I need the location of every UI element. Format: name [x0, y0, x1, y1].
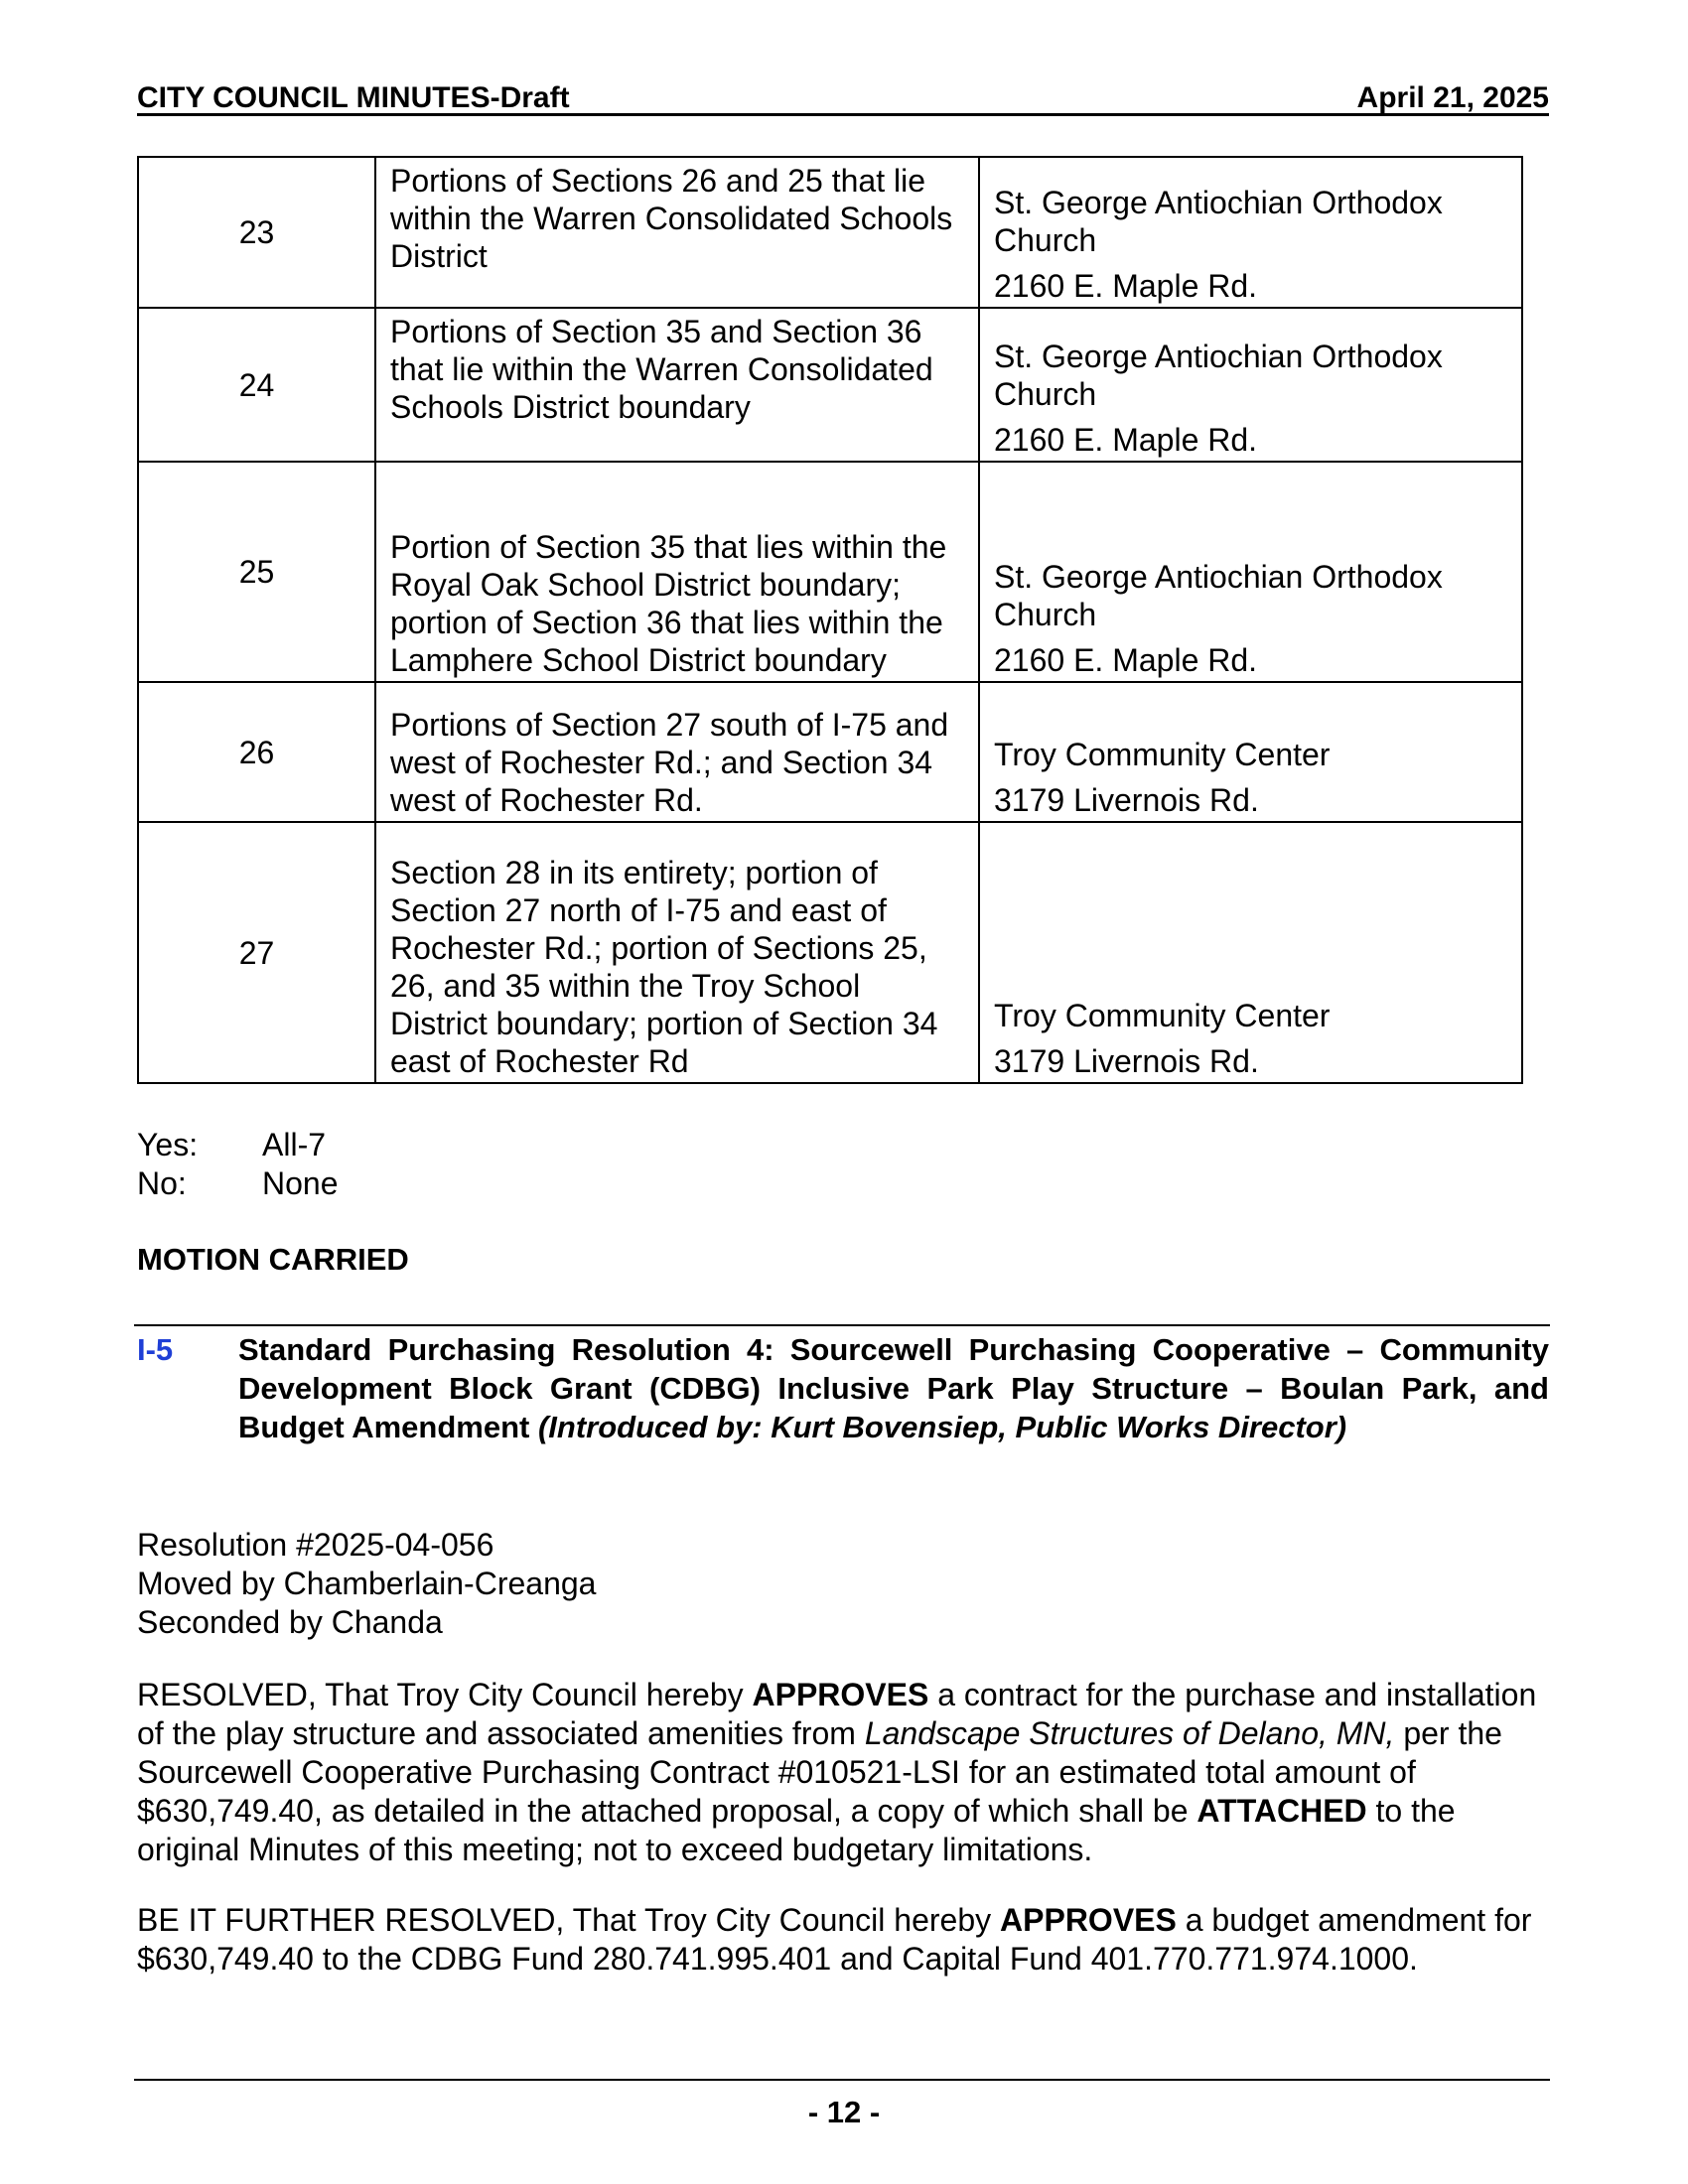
- approves-emphasis: APPROVES: [1000, 1902, 1177, 1938]
- precinct-description: Portion of Section 35 that lies within the Royal Oak School District boundary; portion of Section 36 that lies within the Lamphere School District boundary: [375, 462, 979, 682]
- resolved-text: per the Sourcewell Cooperative Purchasing Contract #010521-LSI for an estimated total amount of $630,749.40, as detailed in the attached proposal, a copy of which shall be: [137, 1715, 1502, 1829]
- precinct-number: 24: [138, 308, 375, 462]
- table-row: [138, 308, 1522, 462]
- precinct-number: 26: [138, 682, 375, 822]
- vendor-name: Landscape Structures of Delano, MN,: [864, 1715, 1395, 1751]
- resolved-text: to the original Minutes of this meeting; not to exceed budgetary limitations.: [137, 1793, 1456, 1867]
- location-name: St. George Antiochian Orthodox Church: [994, 559, 1443, 632]
- resolved-text: a budget amendment for $630,749.40 to the CDBG Fund 280.741.995.401 and Capital Fund 401.770.771.974.1000.: [137, 1902, 1532, 1977]
- polling-location: [979, 682, 1522, 822]
- precinct-number: 23: [138, 157, 375, 308]
- vote-yes-row: [137, 1126, 339, 1164]
- vote-yes-value: All-7: [262, 1127, 327, 1162]
- polling-location: [979, 822, 1522, 1083]
- agenda-item-introduced-by: (Introduced by: Kurt Bovensiep, Public Works Director): [537, 1410, 1347, 1444]
- precinct-number: 27: [138, 822, 375, 1083]
- polling-location: [979, 308, 1522, 462]
- precinct-description: Portions of Section 27 south of I-75 and west of Rochester Rd.; and Section 34 west of Rochester Rd.: [375, 682, 979, 822]
- resolution-info: [137, 1526, 596, 1642]
- precinct-description: Section 28 in its entirety; portion of Section 27 north of I-75 and east of Rochester Rd.; portion of Sections 25, 26, and 35 within the Troy School District boundary; portion of Section 34 east of Rochester Rd: [375, 822, 979, 1083]
- precinct-number: 25: [138, 462, 375, 682]
- approves-emphasis: APPROVES: [752, 1677, 929, 1712]
- resolved-text: a contract for the purchase and installation of the play structure and associated amenities from: [137, 1677, 1537, 1751]
- further-resolved-paragraph: [137, 1901, 1557, 1979]
- attached-emphasis: ATTACHED: [1196, 1793, 1367, 1829]
- precinct-description: Portions of Section 35 and Section 36 that lie within the Warren Consolidated Schools District boundary: [375, 308, 979, 462]
- precinct-table: [137, 156, 1523, 1084]
- vote-no-label: No:: [137, 1165, 187, 1201]
- section-divider: [134, 1324, 1550, 1326]
- location-address: 3179 Livernois Rd.: [994, 1043, 1259, 1079]
- document-title: CITY COUNCIL MINUTES-Draft: [137, 81, 570, 114]
- location-name: St. George Antiochian Orthodox Church: [994, 185, 1443, 258]
- agenda-item: [137, 1330, 1549, 1446]
- agenda-item-code: I-5: [137, 1332, 174, 1367]
- resolved-text: RESOLVED, That Troy City Council hereby: [137, 1677, 753, 1712]
- footer-divider: [134, 2079, 1550, 2081]
- table-row: [138, 157, 1522, 308]
- location-address: 2160 E. Maple Rd.: [994, 422, 1258, 458]
- table-row: [138, 682, 1522, 822]
- location-address: 2160 E. Maple Rd.: [994, 268, 1258, 304]
- location-address: 3179 Livernois Rd.: [994, 782, 1259, 818]
- vote-tally: [137, 1126, 339, 1203]
- location-name: St. George Antiochian Orthodox Church: [994, 339, 1443, 412]
- agenda-item-title-text: Standard Purchasing Resolution 4: Sourcewell Purchasing Cooperative – Community Development Block Grant (CDBG) Inclusive Park Play Structure – Boulan Park, and Budget Amendment: [238, 1332, 1549, 1444]
- resolved-paragraph: [137, 1676, 1557, 1869]
- resolution-number: Resolution #2025-04-056: [137, 1527, 494, 1563]
- polling-location: [979, 157, 1522, 308]
- vote-yes-label: Yes:: [137, 1127, 199, 1162]
- page-header: [137, 79, 1549, 116]
- moved-by: Moved by Chamberlain-Creanga: [137, 1566, 597, 1601]
- meeting-date: April 21, 2025: [1356, 81, 1549, 114]
- precinct-description: Portions of Sections 26 and 25 that lie within the Warren Consolidated Schools District: [375, 157, 979, 308]
- page-number: - 12 -: [807, 2095, 881, 2129]
- table-row: [138, 822, 1522, 1083]
- seconded-by: Seconded by Chanda: [137, 1604, 443, 1640]
- location-name: Troy Community Center: [994, 737, 1331, 772]
- location-address: 2160 E. Maple Rd.: [994, 642, 1258, 678]
- motion-result: MOTION CARRIED: [137, 1242, 409, 1277]
- resolved-text: BE IT FURTHER RESOLVED, That Troy City Council hereby: [137, 1902, 1001, 1938]
- vote-no-row: [137, 1164, 339, 1203]
- table-row: [138, 462, 1522, 682]
- polling-location: [979, 462, 1522, 682]
- location-name: Troy Community Center: [994, 998, 1331, 1033]
- vote-no-value: None: [262, 1165, 339, 1201]
- agenda-item-title: [238, 1330, 1549, 1446]
